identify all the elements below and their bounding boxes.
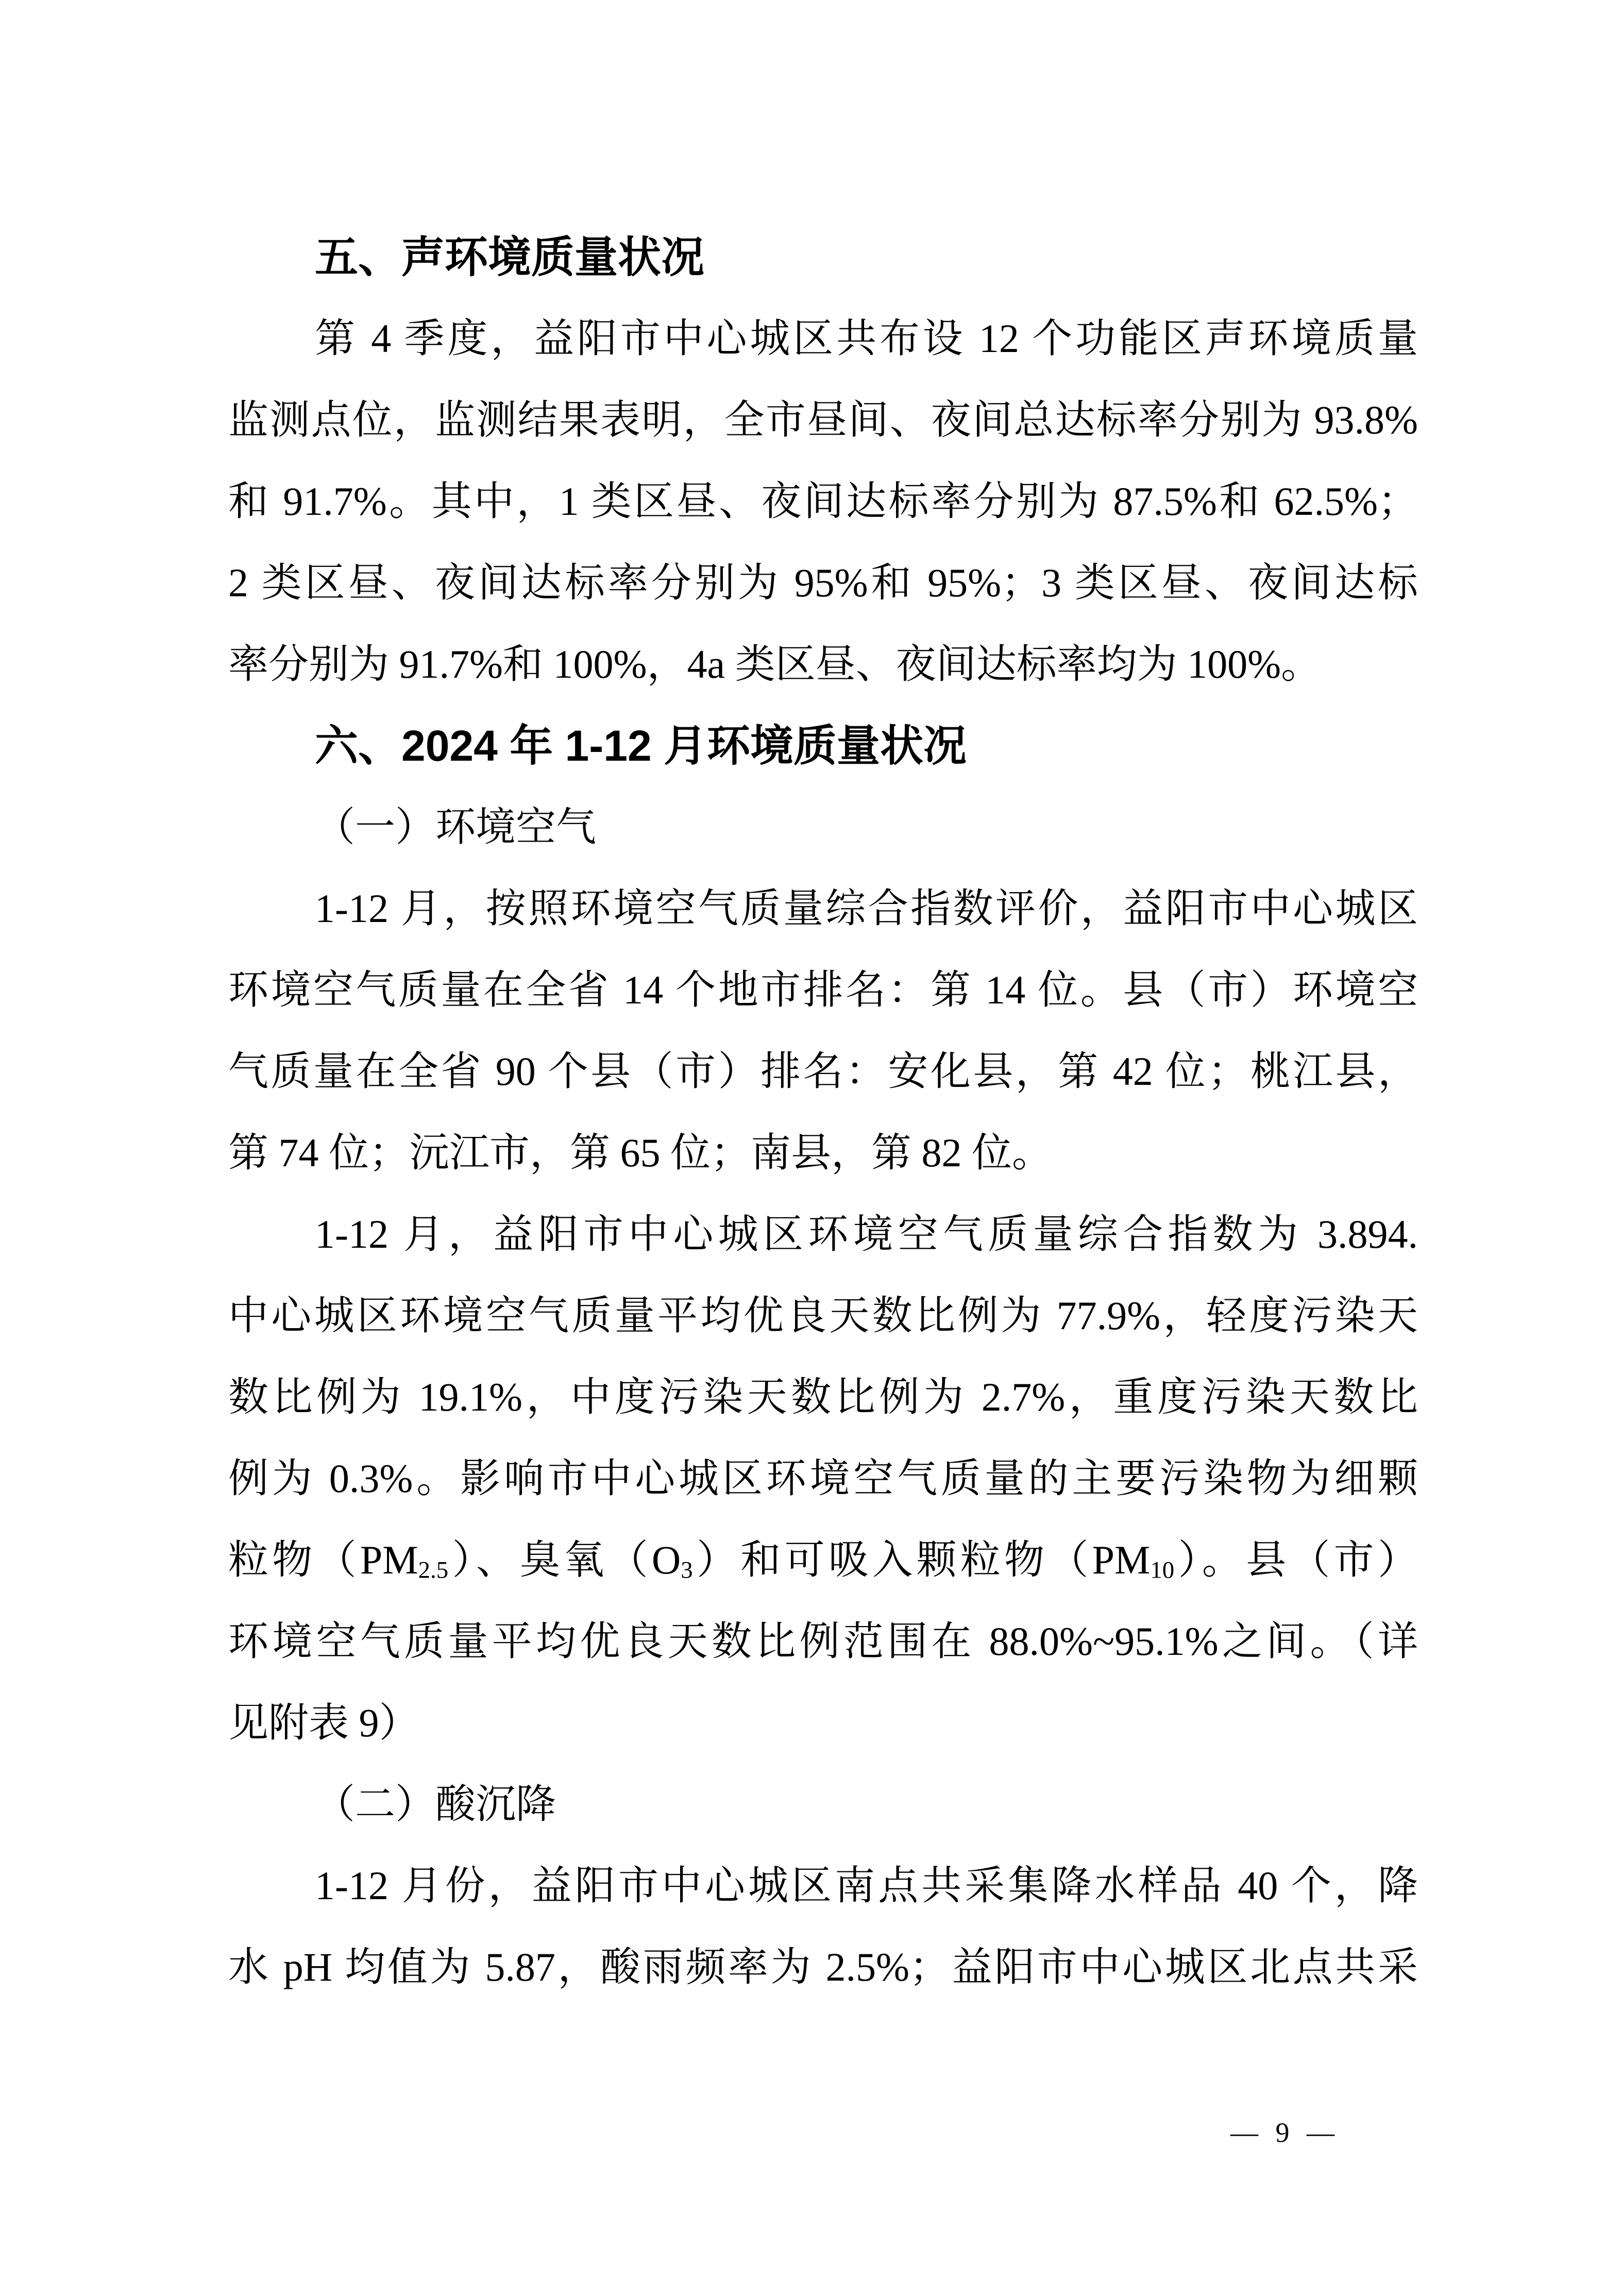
pm10-subscript: 10: [1150, 1556, 1175, 1584]
pollutant-text: ）。县（市）: [1174, 1537, 1418, 1582]
body-line: 环境空气质量平均优良天数比例范围在 88.0%~95.1%之间。（详: [228, 1619, 1418, 1664]
body-line: 气质量在全省 90 个县（市）排名：安化县，第 42 位；桃江县，: [228, 1049, 1418, 1094]
o3-subscript: 3: [681, 1556, 693, 1584]
page-number: — 9 —: [1230, 2117, 1340, 2148]
body-line: 1-12 月份，益阳市中心城区南点共采集降水样品 40 个，降: [315, 1863, 1418, 1908]
body-line-pollutants: [228, 1519, 1418, 1601]
body-line: 环境空气质量在全省 14 个地市排名：第 14 位。县（市）环境空: [228, 967, 1418, 1012]
heading-section-6-2024-quality: 六、2024 年 1-12 月环境质量状况: [315, 722, 967, 770]
subheading-acid-deposition: （二）酸沉降: [315, 1782, 556, 1826]
body-line: 水 pH 均值为 5.87，酸雨频率为 2.5%；益阳市中心城区北点共采: [228, 1945, 1418, 1989]
body-line: 2 类区昼、夜间达标率分别为 95%和 95%；3 类区昼、夜间达标: [228, 560, 1418, 605]
body-line: 1-12 月，益阳市中心城区环境空气质量综合指数为 3.894.: [315, 1212, 1418, 1256]
body-line: 中心城区环境空气质量平均优良天数比例为 77.9%，轻度污染天: [228, 1293, 1418, 1338]
body-line: 第 4 季度，益阳市中心城区共布设 12 个功能区声环境质量: [315, 316, 1418, 361]
body-line: 数比例为 19.1%，中度污染天数比例为 2.7%，重度污染天数比: [228, 1375, 1418, 1419]
body-line: 监测点位，监测结果表明，全市昼间、夜间总达标率分别为 93.8%: [228, 397, 1418, 442]
pollutant-text: 粒物（PM: [228, 1537, 418, 1582]
pm25-subscript: 2.5: [418, 1556, 449, 1584]
heading-section-5-noise-quality: 五、声环境质量状况: [315, 233, 705, 281]
body-line: 第 74 位；沅江市，第 65 位；南县，第 82 位。: [228, 1130, 1053, 1175]
body-line: 1-12 月，按照环境空气质量综合指数评价，益阳市中心城区: [315, 886, 1418, 931]
body-line: 见附表 9）: [228, 1700, 419, 1745]
subheading-ambient-air: （一）环境空气: [315, 805, 597, 849]
pollutant-text: ）、臭氧（O: [448, 1537, 681, 1582]
body-line: 例为 0.3%。影响市中心城区环境空气质量的主要污染物为细颗: [228, 1456, 1418, 1501]
body-line: 率分别为 91.7%和 100%，4a 类区昼、夜间达标率均为 100%。: [228, 642, 1322, 686]
pollutant-text: ）和可吸入颗粒物（PM: [692, 1537, 1151, 1582]
body-line: 和 91.7%。其中，1 类区昼、夜间达标率分别为 87.5%和 62.5%；: [228, 479, 1418, 524]
